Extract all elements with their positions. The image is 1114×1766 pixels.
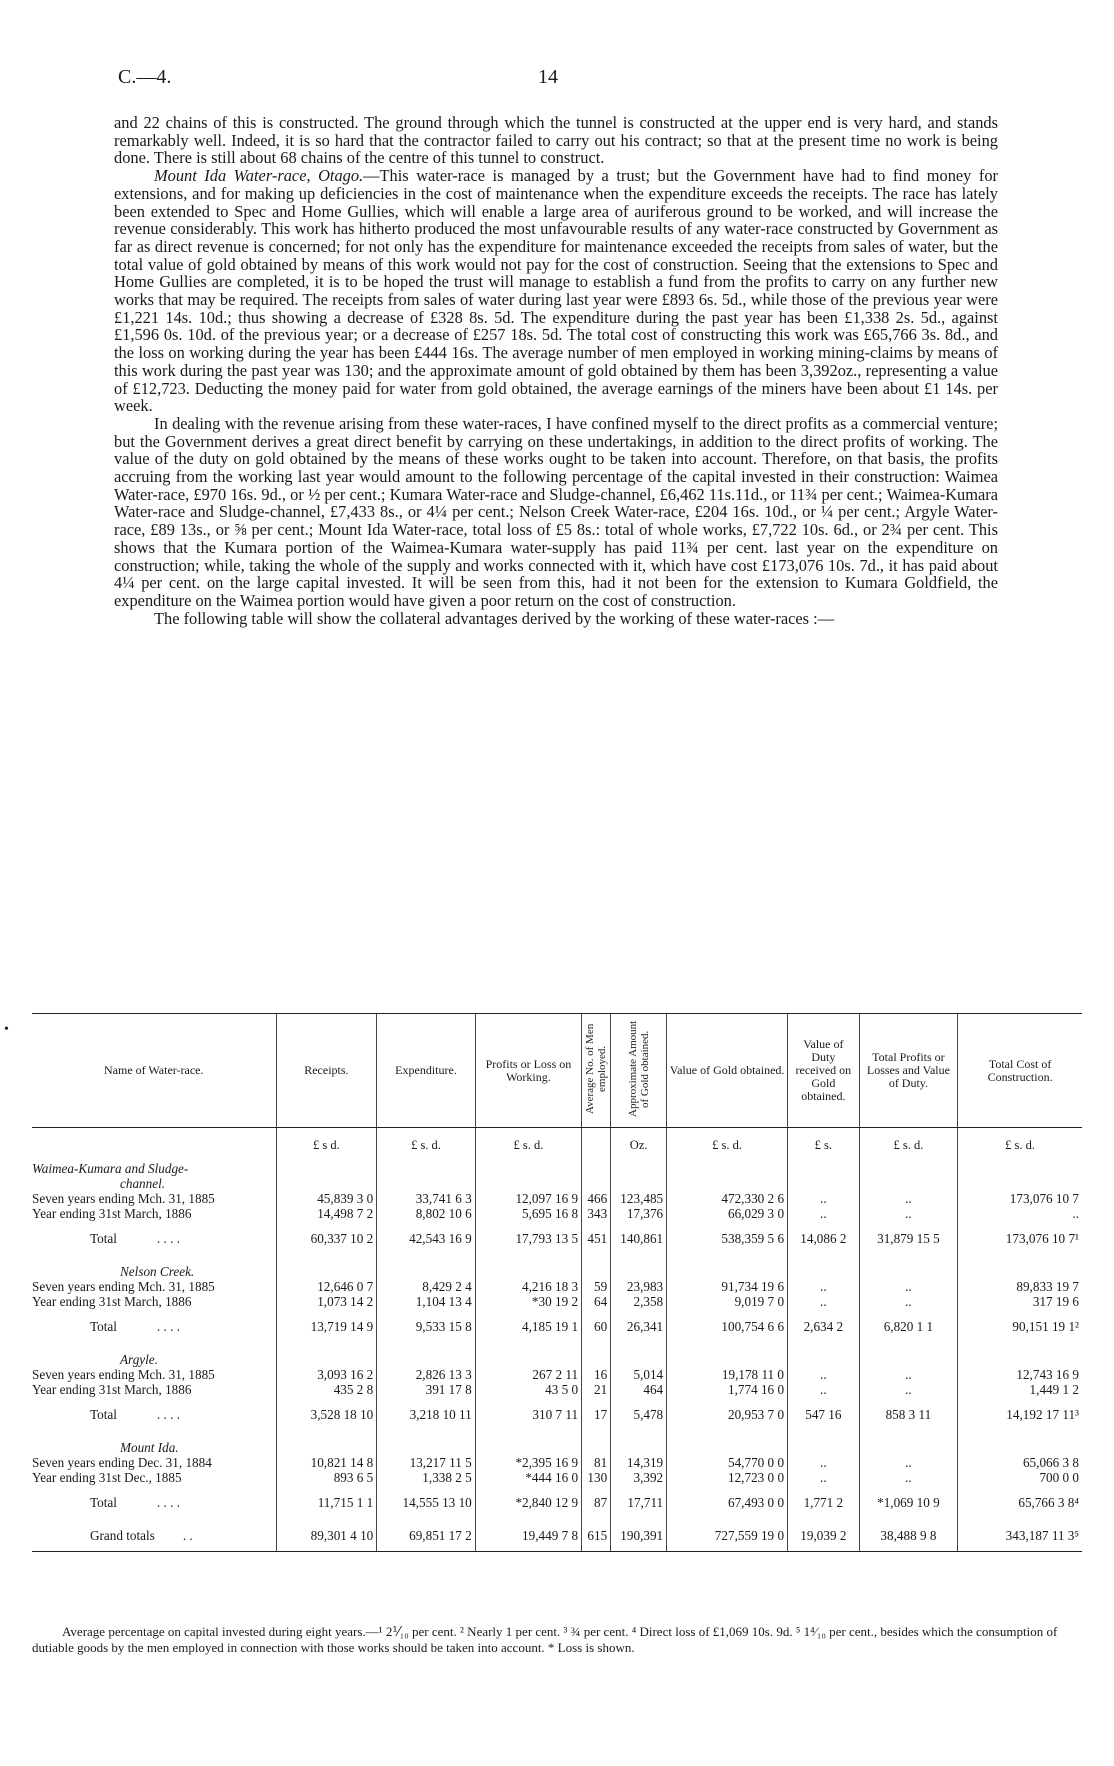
group-title-row xyxy=(32,1153,1082,1191)
cell-receipts: 3,093 16 2 xyxy=(276,1367,377,1382)
cell-total-profits: *1,069 10 9 xyxy=(859,1485,958,1520)
cell-total-profits: .. xyxy=(859,1206,958,1221)
body-text xyxy=(114,114,998,627)
cell-duty: .. xyxy=(788,1294,860,1309)
empty-cell xyxy=(475,1153,581,1191)
col-header-gold-amount-text: Approximate Amount of Gold obtained. xyxy=(626,1020,651,1118)
table-row xyxy=(32,1382,1082,1397)
cell-profits: *2,395 16 9 xyxy=(475,1455,581,1470)
page-number: 14 xyxy=(538,66,558,88)
grand-total-label xyxy=(32,1520,276,1552)
empty-cell xyxy=(377,1344,476,1367)
row-label: Seven years ending Mch. 31, 1885 xyxy=(32,1279,215,1294)
empty-cell xyxy=(667,1344,788,1367)
cell-receipts: 3,528 18 10 xyxy=(276,1397,377,1432)
cell-profits: 267 2 11 xyxy=(475,1367,581,1382)
group-name xyxy=(32,1153,276,1191)
table-row xyxy=(32,1279,1082,1294)
cell-profits: *2,840 12 9 xyxy=(475,1485,581,1520)
row-label: Seven years ending Dec. 31, 1884 xyxy=(32,1455,212,1470)
cell-men: 87 xyxy=(582,1485,611,1520)
col-header-duty: Value of Duty received on Gold obtained. xyxy=(788,1014,860,1128)
empty-cell xyxy=(788,1432,860,1455)
cell-total-cost: 14,192 17 11³ xyxy=(958,1397,1082,1432)
cell-receipts: 89,301 4 10 xyxy=(276,1520,377,1552)
group-name-line: Nelson Creek. xyxy=(120,1264,195,1279)
cell-gold-amount: 2,358 xyxy=(611,1294,667,1309)
total-label xyxy=(32,1397,276,1432)
cell-men: 17 xyxy=(582,1397,611,1432)
cell-profits: 4,185 19 1 xyxy=(475,1309,581,1344)
cell-duty: 547 16 xyxy=(788,1397,860,1432)
cell-total-profits: 38,488 9 8 xyxy=(859,1520,958,1552)
units-row xyxy=(32,1128,1082,1154)
cell-gold-amount: 23,983 xyxy=(611,1279,667,1294)
empty-cell xyxy=(859,1256,958,1279)
empty-cell xyxy=(611,1432,667,1455)
units-cell: £ s. d. xyxy=(958,1128,1082,1154)
paragraph-text: —This water-race is managed by a trust; but the Government have had to find money for extensions, and for making up deficiencies in the cost of maintenance when the expenditure exceeds the receipts. The race has lately been extended to Spec and Home Gullies, which will enable a large area of auriferous ground to be worked, and will increase the revenue considerably. This work has hitherto produced the most unfavourable results of any water-race constructed by Government as far as direct revenue is concerned; for not only has the expenditure for maintenance exceeded the receipts from sales of water, but the total value of gold obtained by means of this work would not pay for the cost of construction. Seeing that the extensions to Spec and Home Gullies are completed, it is to be hoped the trust will manage to establish a fund from the profits to carry on any further new works that may be required. The receipts from sales of water during last year were £893 6s. 5d., while those of the previous year were £1,221 14s. 10d.; thus showing a decrease of £328 8s. 5d. The expenditure during the past year has been £1,338 2s. 5d., against £1,596 0s. 10d. of the previous year; or a decrease of £257 18s. 5d. The total cost of constructing this work was £65,766 3s. 8d., and the loss on working during the year has been £444 16s. The average number of men employed in working mining-claims by means of this work during the past year was 130; and the approximate amount of gold obtained by them has been 3,392oz., representing a value of £12,723. Deducting the money paid for water from gold obtained, the average earnings of the miners have been about £1 14s. per week. xyxy=(114,166,998,416)
empty-cell xyxy=(276,1432,377,1455)
group-name xyxy=(32,1344,276,1367)
leader-dots: . . . . xyxy=(156,1319,180,1334)
paragraph xyxy=(114,114,998,167)
cell-duty: .. xyxy=(788,1470,860,1485)
empty-cell xyxy=(788,1256,860,1279)
total-label xyxy=(32,1309,276,1344)
cell-gold-amount: 464 xyxy=(611,1382,667,1397)
cell-men: 60 xyxy=(582,1309,611,1344)
margin-bullet: • xyxy=(4,1022,9,1037)
row-label: Year ending 31st March, 1886 xyxy=(32,1294,192,1309)
cell-receipts: 45,839 3 0 xyxy=(276,1191,377,1206)
cell-receipts: 14,498 7 2 xyxy=(276,1206,377,1221)
cell-duty: 19,039 2 xyxy=(788,1520,860,1552)
empty-cell xyxy=(276,1256,377,1279)
units-cell xyxy=(582,1128,611,1154)
cell-gold-value: 9,019 7 0 xyxy=(667,1294,788,1309)
cell-profits: *30 19 2 xyxy=(475,1294,581,1309)
empty-cell xyxy=(276,1153,377,1191)
cell-expenditure: 3,218 10 11 xyxy=(377,1397,476,1432)
cell-expenditure: 1,338 2 5 xyxy=(377,1470,476,1485)
col-header-name: Name of Water-race. xyxy=(32,1014,276,1128)
col-header-gold-amount xyxy=(611,1014,667,1128)
cell-total-profits: .. xyxy=(859,1455,958,1470)
row-label: Seven years ending Mch. 31, 1885 xyxy=(32,1191,215,1206)
cell-gold-value: 472,330 2 6 xyxy=(667,1191,788,1206)
table-row xyxy=(32,1191,1082,1206)
cell-receipts: 435 2 8 xyxy=(276,1382,377,1397)
cell-total-cost: 65,066 3 8 xyxy=(958,1455,1082,1470)
col-header-men-text: Average No. of Men employed. xyxy=(584,1023,609,1115)
cell-total-profits: 6,820 1 1 xyxy=(859,1309,958,1344)
cell-total-cost: 90,151 19 1² xyxy=(958,1309,1082,1344)
group-title-row xyxy=(32,1344,1082,1367)
cell-men: 451 xyxy=(582,1221,611,1256)
units-cell: £ s. d. xyxy=(377,1128,476,1154)
total-row xyxy=(32,1221,1082,1256)
group-name xyxy=(32,1432,276,1455)
cell-total-cost: 343,187 11 3⁵ xyxy=(958,1520,1082,1552)
col-header-receipts: Receipts. xyxy=(276,1014,377,1128)
row-label: Year ending 31st March, 1886 xyxy=(32,1382,192,1397)
cell-total-profits: 858 3 11 xyxy=(859,1397,958,1432)
col-header-gold-value: Value of Gold obtained. xyxy=(667,1014,788,1128)
cell-duty: 1,771 2 xyxy=(788,1485,860,1520)
cell-duty: .. xyxy=(788,1206,860,1221)
cell-total-cost: 1,449 1 2 xyxy=(958,1382,1082,1397)
leader-dots: . . . . xyxy=(156,1231,180,1246)
cell-men: 130 xyxy=(582,1470,611,1485)
units-cell: £ s. xyxy=(788,1128,860,1154)
empty-cell xyxy=(582,1256,611,1279)
cell-duty: 14,086 2 xyxy=(788,1221,860,1256)
leader-dots: . . . . xyxy=(156,1407,180,1422)
cell-men: 466 xyxy=(582,1191,611,1206)
cell-gold-value: 19,178 11 0 xyxy=(667,1367,788,1382)
cell-gold-amount: 17,376 xyxy=(611,1206,667,1221)
cell-men: 21 xyxy=(582,1382,611,1397)
table-row xyxy=(32,1470,1082,1485)
col-header-total-profits: Total Profits or Losses and Value of Duty. xyxy=(859,1014,958,1128)
cell-gold-value: 727,559 19 0 xyxy=(667,1520,788,1552)
empty-cell xyxy=(377,1256,476,1279)
total-row xyxy=(32,1485,1082,1520)
cell-expenditure: 13,217 11 5 xyxy=(377,1455,476,1470)
cell-total-profits: .. xyxy=(859,1382,958,1397)
cell-profits: *444 16 0 xyxy=(475,1470,581,1485)
cell-men: 16 xyxy=(582,1367,611,1382)
empty-cell xyxy=(958,1153,1082,1191)
empty-cell xyxy=(582,1432,611,1455)
empty-cell xyxy=(475,1432,581,1455)
group-title-row xyxy=(32,1432,1082,1455)
document-code: C.—4. xyxy=(118,66,172,88)
cell-profits: 4,216 18 3 xyxy=(475,1279,581,1294)
cell-receipts: 893 6 5 xyxy=(276,1470,377,1485)
total-label-text: Total xyxy=(90,1319,117,1334)
empty-cell xyxy=(667,1432,788,1455)
paragraph-text: and 22 chains of this is constructed. The ground through which the tunnel is constructed at the upper end is very hard, and stands remarkably well. Indeed, it is so hard that the contractor failed to carry out his contract; so that at the present time no work is being done. There is still about 68 chains of the centre of this tunnel to construct. xyxy=(114,113,998,168)
empty-cell xyxy=(958,1256,1082,1279)
leader-dots: . . . . xyxy=(156,1495,180,1510)
cell-receipts: 60,337 10 2 xyxy=(276,1221,377,1256)
group-title-row xyxy=(32,1256,1082,1279)
empty-cell xyxy=(377,1432,476,1455)
grand-total-row xyxy=(32,1520,1082,1552)
col-header-profits: Profits or Loss on Working. xyxy=(475,1014,581,1128)
cell-total-profits: .. xyxy=(859,1191,958,1206)
cell-gold-value: 91,734 19 6 xyxy=(667,1279,788,1294)
cell-gold-value: 67,493 0 0 xyxy=(667,1485,788,1520)
cell-total-cost: 317 19 6 xyxy=(958,1294,1082,1309)
cell-total-cost: 89,833 19 7 xyxy=(958,1279,1082,1294)
cell-gold-amount: 3,392 xyxy=(611,1470,667,1485)
table-row xyxy=(32,1455,1082,1470)
cell-expenditure: 8,802 10 6 xyxy=(377,1206,476,1221)
empty-cell xyxy=(859,1432,958,1455)
empty-cell xyxy=(475,1256,581,1279)
units-cell: Oz. xyxy=(611,1128,667,1154)
empty-cell xyxy=(788,1344,860,1367)
cell-gold-value: 66,029 3 0 xyxy=(667,1206,788,1221)
paragraph xyxy=(114,610,998,628)
empty-cell xyxy=(377,1153,476,1191)
group-name xyxy=(32,1256,276,1279)
grand-total-label-text: Grand totals xyxy=(90,1528,155,1543)
leader-dots: . . xyxy=(182,1528,193,1543)
cell-total-cost: 65,766 3 8⁴ xyxy=(958,1485,1082,1520)
group-name-line: Waimea-Kumara and Sludge- xyxy=(32,1161,189,1176)
total-label xyxy=(32,1485,276,1520)
cell-total-profits: .. xyxy=(859,1279,958,1294)
empty-cell xyxy=(611,1344,667,1367)
cell-men: 615 xyxy=(582,1520,611,1552)
total-label xyxy=(32,1221,276,1256)
row-label: Seven years ending Mch. 31, 1885 xyxy=(32,1367,215,1382)
cell-expenditure: 2,826 13 3 xyxy=(377,1367,476,1382)
cell-men: 81 xyxy=(582,1455,611,1470)
empty-cell xyxy=(859,1153,958,1191)
cell-receipts: 1,073 14 2 xyxy=(276,1294,377,1309)
cell-total-profits: 31,879 15 5 xyxy=(859,1221,958,1256)
cell-profits: 12,097 16 9 xyxy=(475,1191,581,1206)
empty-cell xyxy=(958,1432,1082,1455)
col-header-expenditure: Expenditure. xyxy=(377,1014,476,1128)
cell-gold-value: 100,754 6 6 xyxy=(667,1309,788,1344)
cell-duty: .. xyxy=(788,1279,860,1294)
cell-expenditure: 14,555 13 10 xyxy=(377,1485,476,1520)
col-header-men xyxy=(582,1014,611,1128)
cell-total-cost: 173,076 10 7 xyxy=(958,1191,1082,1206)
cell-gold-amount: 17,711 xyxy=(611,1485,667,1520)
cell-gold-amount: 140,861 xyxy=(611,1221,667,1256)
cell-duty: .. xyxy=(788,1382,860,1397)
units-cell: £ s. d. xyxy=(859,1128,958,1154)
cell-total-profits: .. xyxy=(859,1367,958,1382)
water-race-table xyxy=(32,1013,1082,1552)
cell-men: 343 xyxy=(582,1206,611,1221)
table-footnotes: Average percentage on capital invested during eight years.—¹ 2⅟₁₀ per cent. ² Nearly 1 per cent. ³ ¾ per cent. ⁴ Direct loss of £1,069 10s. 9d. ⁵ 1⁴⁄₁₀ per cent., besides which the consumption of dutiable goods by the men employed in connection with those works should be taken into account. * Loss is shown. xyxy=(32,1624,1058,1655)
units-cell: £ s d. xyxy=(276,1128,377,1154)
cell-gold-amount: 26,341 xyxy=(611,1309,667,1344)
table-header-row xyxy=(32,1014,1082,1128)
cell-gold-value: 538,359 5 6 xyxy=(667,1221,788,1256)
cell-expenditure: 42,543 16 9 xyxy=(377,1221,476,1256)
cell-receipts: 11,715 1 1 xyxy=(276,1485,377,1520)
cell-gold-amount: 5,478 xyxy=(611,1397,667,1432)
total-label-text: Total xyxy=(90,1495,117,1510)
empty-cell xyxy=(582,1344,611,1367)
table-row xyxy=(32,1206,1082,1221)
cell-total-profits: .. xyxy=(859,1470,958,1485)
cell-profits: 19,449 7 8 xyxy=(475,1520,581,1552)
paragraph-text: The following table will show the collateral advantages derived by the working of these water-races :— xyxy=(154,608,835,628)
units-cell xyxy=(32,1128,276,1154)
cell-gold-value: 12,723 0 0 xyxy=(667,1470,788,1485)
cell-duty: .. xyxy=(788,1367,860,1382)
cell-gold-value: 20,953 7 0 xyxy=(667,1397,788,1432)
total-row xyxy=(32,1397,1082,1432)
cell-receipts: 10,821 14 8 xyxy=(276,1455,377,1470)
total-label-text: Total xyxy=(90,1407,117,1422)
cell-receipts: 12,646 0 7 xyxy=(276,1279,377,1294)
empty-cell xyxy=(958,1344,1082,1367)
group-name-line: channel. xyxy=(120,1176,166,1191)
cell-gold-amount: 5,014 xyxy=(611,1367,667,1382)
empty-cell xyxy=(611,1153,667,1191)
total-row xyxy=(32,1309,1082,1344)
paragraph-lead: Mount Ida Water-race, Otago. xyxy=(154,166,364,186)
total-label-text: Total xyxy=(90,1231,117,1246)
paragraph xyxy=(114,167,998,415)
cell-receipts: 13,719 14 9 xyxy=(276,1309,377,1344)
units-cell: £ s. d. xyxy=(667,1128,788,1154)
cell-expenditure: 33,741 6 3 xyxy=(377,1191,476,1206)
empty-cell xyxy=(276,1344,377,1367)
cell-men: 59 xyxy=(582,1279,611,1294)
cell-gold-value: 1,774 16 0 xyxy=(667,1382,788,1397)
paragraph xyxy=(114,415,998,610)
page-header xyxy=(118,66,998,92)
empty-cell xyxy=(611,1256,667,1279)
cell-profits: 43 5 0 xyxy=(475,1382,581,1397)
cell-expenditure: 9,533 15 8 xyxy=(377,1309,476,1344)
cell-expenditure: 1,104 13 4 xyxy=(377,1294,476,1309)
cell-duty: .. xyxy=(788,1191,860,1206)
empty-cell xyxy=(582,1153,611,1191)
cell-gold-value: 54,770 0 0 xyxy=(667,1455,788,1470)
paragraph-text: In dealing with the revenue arising from these water-races, I have confined myself to the direct profits as a commercial venture; but the Government derives a great direct benefit by carrying on these undertakings, in addition to the direct profits of working. The value of the duty on gold obtained by the means of these works ought to be taken into account. Therefore, on that basis, the profits accruing from the working last year would amount to the following percentage of the capital invested in their construction: Waimea Water-race, £970 16s. 9d., or ½ per cent.; Kumara Water-race and Sludge-channel, £6,462 11s.11d., or 11¾ per cent.; Waimea-Kumara Water-race and Sludge-channel, £7,433 8s., or 4¼ per cent.; Nelson Creek Water-race, £204 16s. 10d., or ¼ per cent.; Argyle Water-race, £89 13s., or ⅝ per cent.; Mount Ida Water-race, total loss of £5 8s.: total of whole works, £7,722 10s. 6d., or 2¾ per cent. This shows that the Kumara portion of the Waimea-Kumara water-supply has paid 11¾ per cent. last year on the expenditure on construction; while, taking the whole of the supply and works connected with it, which have cost £173,076 10s. 7d., it has paid about 4¼ per cent. on the large capital invested. It will be seen from this, had it not been for the extension to Kumara Goldfield, the expenditure on the Waimea portion would have given a poor return on the cost of construction. xyxy=(114,413,998,610)
empty-cell xyxy=(667,1153,788,1191)
group-name-line: Mount Ida. xyxy=(120,1440,179,1455)
empty-cell xyxy=(475,1344,581,1367)
group-name-line: Argyle. xyxy=(120,1352,158,1367)
empty-cell xyxy=(667,1256,788,1279)
cell-expenditure: 69,851 17 2 xyxy=(377,1520,476,1552)
row-label: Year ending 31st March, 1886 xyxy=(32,1206,192,1221)
cell-profits: 310 7 11 xyxy=(475,1397,581,1432)
col-header-total-cost: Total Cost of Construction. xyxy=(958,1014,1082,1128)
cell-total-cost: 173,076 10 7¹ xyxy=(958,1221,1082,1256)
cell-total-cost: .. xyxy=(958,1206,1082,1221)
cell-gold-amount: 14,319 xyxy=(611,1455,667,1470)
cell-duty: .. xyxy=(788,1455,860,1470)
table xyxy=(32,1013,1082,1552)
cell-expenditure: 8,429 2 4 xyxy=(377,1279,476,1294)
cell-expenditure: 391 17 8 xyxy=(377,1382,476,1397)
cell-total-cost: 700 0 0 xyxy=(958,1470,1082,1485)
cell-total-cost: 12,743 16 9 xyxy=(958,1367,1082,1382)
row-label: Year ending 31st Dec., 1885 xyxy=(32,1470,182,1485)
table-row xyxy=(32,1367,1082,1382)
cell-total-profits: .. xyxy=(859,1294,958,1309)
table-row xyxy=(32,1294,1082,1309)
cell-profits: 17,793 13 5 xyxy=(475,1221,581,1256)
empty-cell xyxy=(788,1153,860,1191)
cell-men: 64 xyxy=(582,1294,611,1309)
cell-gold-amount: 123,485 xyxy=(611,1191,667,1206)
empty-cell xyxy=(859,1344,958,1367)
cell-profits: 5,695 16 8 xyxy=(475,1206,581,1221)
units-cell: £ s. d. xyxy=(475,1128,581,1154)
cell-duty: 2,634 2 xyxy=(788,1309,860,1344)
cell-gold-amount: 190,391 xyxy=(611,1520,667,1552)
